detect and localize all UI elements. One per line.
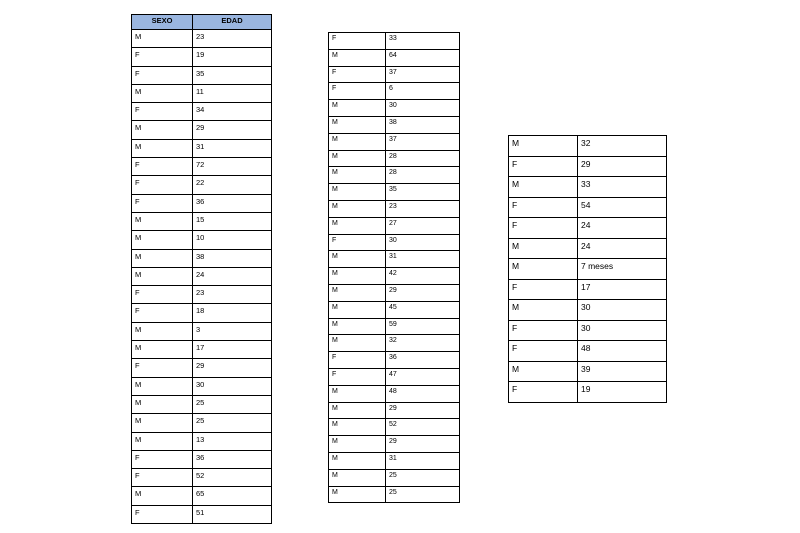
sexo-cell: M — [132, 395, 193, 413]
edad-cell: 27 — [386, 217, 460, 234]
table-row — [329, 402, 460, 419]
edad-cell: 23 — [386, 200, 460, 217]
sexo-cell: M — [329, 184, 386, 201]
edad-cell: 38 — [386, 116, 460, 133]
sexo-cell: M — [132, 487, 193, 505]
table-row — [132, 469, 272, 487]
sexo-cell: F — [509, 156, 578, 177]
table-row — [132, 286, 272, 304]
table-row — [509, 136, 667, 157]
table-row — [132, 304, 272, 322]
sexo-cell: F — [329, 33, 386, 50]
sexo-cell: M — [329, 486, 386, 503]
edad-cell: 36 — [386, 352, 460, 369]
sexo-cell: M — [329, 133, 386, 150]
table-row — [132, 176, 272, 194]
sexo-cell: M — [132, 212, 193, 230]
table-row — [329, 200, 460, 217]
table-row — [329, 469, 460, 486]
sexo-cell: F — [132, 286, 193, 304]
edad-cell: 29 — [193, 359, 272, 377]
edad-cell: 19 — [578, 382, 667, 403]
table-row — [509, 197, 667, 218]
table-row — [329, 368, 460, 385]
table-row — [132, 487, 272, 505]
table-row — [132, 158, 272, 176]
edad-cell: 29 — [386, 284, 460, 301]
sexo-cell: M — [132, 30, 193, 48]
edad-cell: 24 — [193, 267, 272, 285]
edad-cell: 24 — [578, 238, 667, 259]
sexo-cell: F — [132, 103, 193, 121]
sexo-cell: M — [329, 301, 386, 318]
sexo-cell: F — [132, 505, 193, 523]
edad-cell: 25 — [386, 469, 460, 486]
edad-cell: 17 — [578, 279, 667, 300]
sexo-cell: M — [509, 259, 578, 280]
edad-cell: 42 — [386, 268, 460, 285]
table-row — [509, 156, 667, 177]
sexo-cell: M — [132, 121, 193, 139]
sexo-cell: M — [132, 377, 193, 395]
sexo-cell: M — [329, 167, 386, 184]
edad-cell: 54 — [578, 197, 667, 218]
sexo-cell: M — [132, 267, 193, 285]
table-row — [329, 234, 460, 251]
sexo-cell: M — [329, 469, 386, 486]
edad-cell: 33 — [386, 33, 460, 50]
edad-cell: 36 — [193, 194, 272, 212]
sexo-cell: M — [132, 249, 193, 267]
edad-cell: 29 — [193, 121, 272, 139]
table-row — [132, 30, 272, 48]
sexo-cell: M — [132, 322, 193, 340]
edad-cell: 6 — [386, 83, 460, 100]
sexo-cell: F — [509, 382, 578, 403]
sexo-cell: F — [132, 194, 193, 212]
sexo-cell: F — [509, 197, 578, 218]
table-row — [329, 486, 460, 503]
table-row — [509, 177, 667, 198]
sexo-cell: M — [132, 414, 193, 432]
table-row — [329, 419, 460, 436]
sexo-cell: F — [329, 66, 386, 83]
sexo-cell: M — [329, 100, 386, 117]
sexo-cell: F — [509, 218, 578, 239]
sexo-cell: M — [329, 402, 386, 419]
table-row — [509, 341, 667, 362]
sexo-cell: M — [329, 116, 386, 133]
table-row — [132, 359, 272, 377]
table-row — [132, 414, 272, 432]
sexo-cell: M — [132, 139, 193, 157]
edad-cell: 25 — [386, 486, 460, 503]
edad-cell: 30 — [386, 234, 460, 251]
table-row — [132, 121, 272, 139]
header-row — [132, 15, 272, 30]
sexo-cell: M — [329, 217, 386, 234]
table-row — [132, 432, 272, 450]
table-row — [329, 217, 460, 234]
sexo-cell: M — [329, 200, 386, 217]
table-row — [132, 66, 272, 84]
edad-cell: 64 — [386, 49, 460, 66]
sexo-cell: M — [329, 251, 386, 268]
sexo-cell: M — [509, 238, 578, 259]
sexo-cell: M — [509, 177, 578, 198]
header-edad: EDAD — [193, 15, 272, 30]
table-row — [509, 320, 667, 341]
table-row — [329, 301, 460, 318]
sexo-cell: M — [329, 318, 386, 335]
edad-cell: 51 — [193, 505, 272, 523]
table-row — [132, 103, 272, 121]
edad-cell: 45 — [386, 301, 460, 318]
table-row — [132, 267, 272, 285]
sexo-cell: M — [509, 300, 578, 321]
table-row — [329, 184, 460, 201]
sexo-cell: M — [329, 335, 386, 352]
edad-cell: 29 — [578, 156, 667, 177]
sexo-cell: M — [329, 436, 386, 453]
edad-cell: 32 — [578, 136, 667, 157]
edad-cell: 3 — [193, 322, 272, 340]
table-row — [329, 49, 460, 66]
sexo-cell: F — [329, 83, 386, 100]
sexo-cell: F — [132, 48, 193, 66]
edad-cell: 22 — [193, 176, 272, 194]
sexo-cell: F — [132, 176, 193, 194]
sexo-cell: M — [509, 361, 578, 382]
table-row — [509, 238, 667, 259]
sexo-cell: F — [132, 450, 193, 468]
edad-cell: 24 — [578, 218, 667, 239]
sexo-cell: M — [329, 284, 386, 301]
sexo-cell: F — [509, 279, 578, 300]
edad-cell: 28 — [386, 167, 460, 184]
edad-cell: 52 — [386, 419, 460, 436]
edad-cell: 25 — [193, 414, 272, 432]
table-row — [132, 322, 272, 340]
edad-cell: 37 — [386, 133, 460, 150]
table-row — [329, 385, 460, 402]
edad-cell: 13 — [193, 432, 272, 450]
edad-cell: 29 — [386, 436, 460, 453]
edad-cell: 30 — [578, 300, 667, 321]
edad-cell: 28 — [386, 150, 460, 167]
table-row — [329, 116, 460, 133]
edad-cell: 37 — [386, 66, 460, 83]
table-row — [132, 450, 272, 468]
edad-cell: 11 — [193, 84, 272, 102]
edad-cell: 52 — [193, 469, 272, 487]
sexo-cell: F — [132, 359, 193, 377]
edad-cell: 29 — [386, 402, 460, 419]
table-row — [132, 249, 272, 267]
table-row — [329, 335, 460, 352]
edad-cell: 30 — [193, 377, 272, 395]
edad-cell: 10 — [193, 231, 272, 249]
table-row — [509, 259, 667, 280]
edad-cell: 35 — [386, 184, 460, 201]
table-row — [329, 352, 460, 369]
sexo-cell: M — [329, 452, 386, 469]
sexo-cell: F — [329, 368, 386, 385]
sexo-cell: M — [132, 231, 193, 249]
sexo-cell: M — [329, 150, 386, 167]
table-row — [329, 150, 460, 167]
edad-cell: 39 — [578, 361, 667, 382]
edad-cell: 34 — [193, 103, 272, 121]
edad-cell: 15 — [193, 212, 272, 230]
table-row — [329, 436, 460, 453]
table-row — [509, 300, 667, 321]
table-row — [132, 395, 272, 413]
sexo-cell: F — [329, 352, 386, 369]
table-sexo-edad-1 — [131, 14, 272, 524]
sexo-cell: F — [329, 234, 386, 251]
table-row — [329, 318, 460, 335]
edad-cell: 31 — [193, 139, 272, 157]
table-row — [132, 231, 272, 249]
sexo-cell: M — [329, 385, 386, 402]
table-row — [509, 218, 667, 239]
edad-cell: 35 — [193, 66, 272, 84]
edad-cell: 36 — [193, 450, 272, 468]
table-row — [509, 361, 667, 382]
table-row — [329, 452, 460, 469]
table-sexo-edad-2 — [328, 32, 460, 503]
sexo-cell: M — [132, 84, 193, 102]
table-row — [329, 251, 460, 268]
table-row — [132, 139, 272, 157]
table-row — [509, 279, 667, 300]
table-row — [329, 66, 460, 83]
sexo-cell: M — [132, 341, 193, 359]
edad-cell: 30 — [578, 320, 667, 341]
table-row — [329, 100, 460, 117]
table-row — [132, 48, 272, 66]
sexo-cell: M — [132, 432, 193, 450]
table-row — [329, 268, 460, 285]
sexo-cell: F — [132, 469, 193, 487]
sexo-cell: M — [329, 49, 386, 66]
table-row — [132, 84, 272, 102]
sexo-cell: M — [509, 136, 578, 157]
table-row — [132, 341, 272, 359]
table-row — [132, 212, 272, 230]
sexo-cell: M — [329, 419, 386, 436]
table-row — [509, 382, 667, 403]
edad-cell: 7 meses — [578, 259, 667, 280]
table-row — [329, 83, 460, 100]
table-row — [329, 133, 460, 150]
sexo-cell: F — [132, 304, 193, 322]
table-row — [132, 194, 272, 212]
sexo-cell: M — [329, 268, 386, 285]
edad-cell: 25 — [193, 395, 272, 413]
edad-cell: 72 — [193, 158, 272, 176]
edad-cell: 18 — [193, 304, 272, 322]
edad-cell: 23 — [193, 286, 272, 304]
edad-cell: 31 — [386, 251, 460, 268]
edad-cell: 17 — [193, 341, 272, 359]
edad-cell: 65 — [193, 487, 272, 505]
table-row — [329, 284, 460, 301]
sexo-cell: F — [509, 341, 578, 362]
edad-cell: 32 — [386, 335, 460, 352]
header-sexo: SEXO — [132, 15, 193, 30]
edad-cell: 31 — [386, 452, 460, 469]
sexo-cell: F — [509, 320, 578, 341]
sexo-cell: F — [132, 66, 193, 84]
table-row — [329, 33, 460, 50]
edad-cell: 38 — [193, 249, 272, 267]
edad-cell: 48 — [386, 385, 460, 402]
edad-cell: 19 — [193, 48, 272, 66]
edad-cell: 59 — [386, 318, 460, 335]
edad-cell: 47 — [386, 368, 460, 385]
table-row — [132, 377, 272, 395]
table-row — [132, 505, 272, 523]
edad-cell: 48 — [578, 341, 667, 362]
table-row — [329, 167, 460, 184]
edad-cell: 30 — [386, 100, 460, 117]
edad-cell: 33 — [578, 177, 667, 198]
table-sexo-edad-3 — [508, 135, 667, 403]
sexo-cell: F — [132, 158, 193, 176]
edad-cell: 23 — [193, 30, 272, 48]
